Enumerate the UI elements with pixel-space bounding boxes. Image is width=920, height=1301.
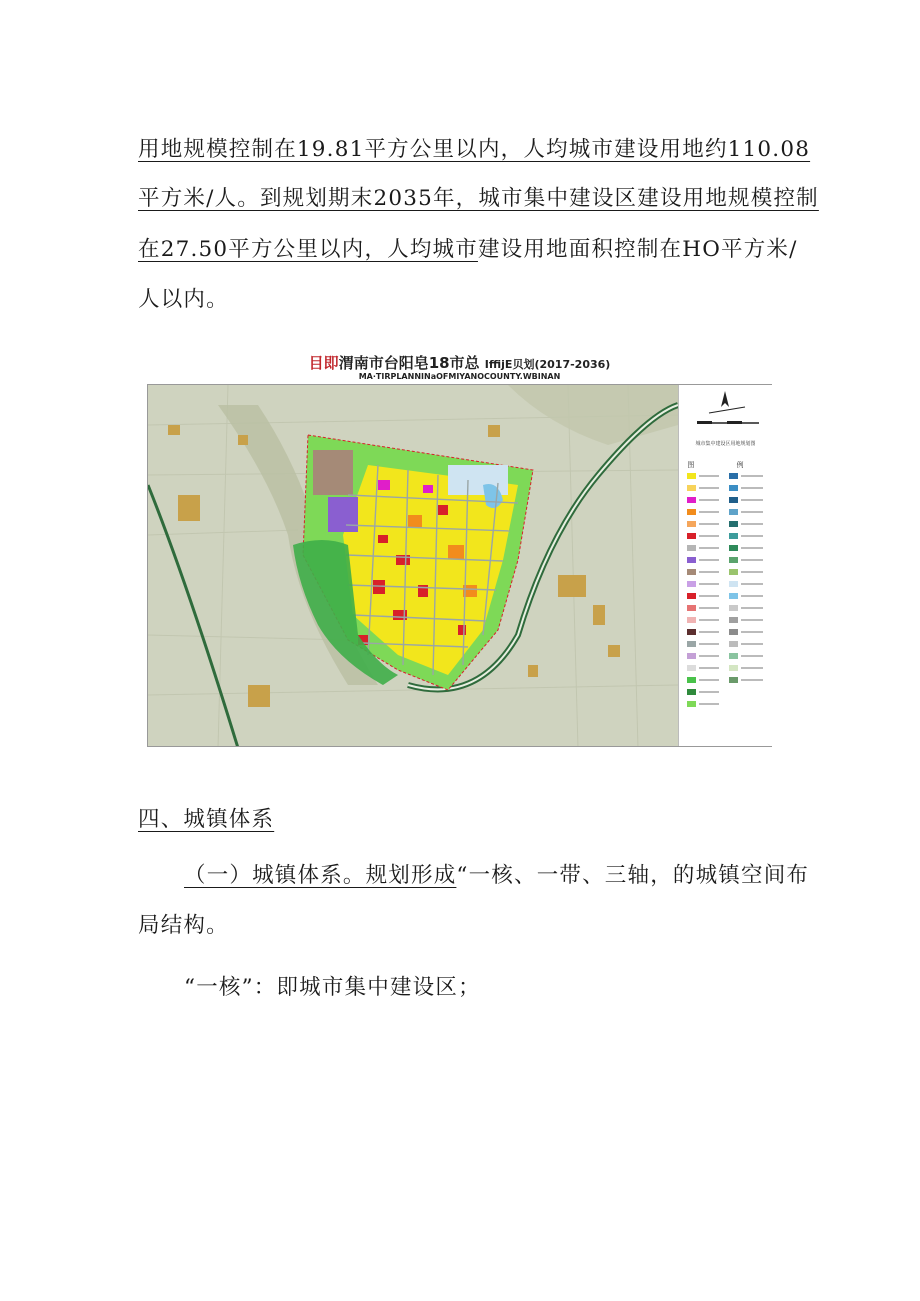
legend-swatch: [687, 545, 696, 551]
legend-swatch: [687, 617, 696, 623]
legend-label-line: [699, 559, 719, 561]
figure-title-tail: IffijE贝划: [484, 358, 535, 371]
legend-label-line: [699, 511, 719, 513]
legend-label-line: [741, 511, 763, 513]
legend-swatch: [729, 665, 738, 671]
legend-label-line: [741, 655, 763, 657]
legend-label-line: [699, 475, 719, 477]
legend-swatch: [729, 569, 738, 575]
legend-label-line: [699, 523, 719, 525]
legend-swatch: [687, 521, 696, 527]
legend-swatch: [687, 581, 696, 587]
figure-title-main: 渭南市台阳皂18市总: [338, 354, 480, 372]
legend-label-line: [741, 607, 763, 609]
legend-swatch: [729, 557, 738, 563]
legend-label-line: [699, 643, 719, 645]
legend-swatch: [687, 473, 696, 479]
legend-label-line: [699, 631, 719, 633]
paragraph-1-line-1: 用地规模控制在19.81平方公里以内，人均城市建设用地约110.08: [138, 137, 811, 162]
legend-swatch: [729, 509, 738, 515]
legend-label-line: [699, 595, 719, 597]
legend-label-line: [699, 703, 719, 705]
legend-swatch: [729, 545, 738, 551]
legend-swatch: [729, 653, 738, 659]
legend-label-line: [741, 595, 763, 597]
legend-label-line: [699, 619, 719, 621]
legend-swatch: [729, 605, 738, 611]
paragraph-1-line-2: 平方米/人。到规划期末2035年，城市集中建设区建设用地规模控制: [138, 186, 819, 211]
legend-label-line: [699, 499, 719, 501]
legend-label-line: [741, 643, 763, 645]
paragraph-2-line-1-rest: “一核、一带、三轴，的城镇空间布: [456, 863, 810, 888]
paragraph-1-line-4: 人以内。: [138, 287, 229, 312]
legend-swatch: [729, 485, 738, 491]
land-use-map-figure: [147, 352, 772, 747]
legend-swatch: [687, 605, 696, 611]
legend-label-line: [699, 487, 719, 489]
paragraph-1-line-3: [138, 232, 798, 263]
legend-swatch: [729, 533, 738, 539]
legend-swatch: [729, 581, 738, 587]
legend-swatch: [687, 653, 696, 659]
legend-title: 城市集中建设区用地规划图: [695, 441, 756, 447]
legend-label-line: [699, 607, 719, 609]
legend-label-line: [741, 667, 763, 669]
legend-swatch: [687, 641, 696, 647]
legend-swatch: [687, 677, 696, 683]
legend-swatch: [687, 665, 696, 671]
legend-swatch: [687, 689, 696, 695]
map-legend: [678, 385, 772, 746]
legend-label-line: [741, 535, 763, 537]
legend-label-line: [699, 535, 719, 537]
figure-subtitle: MA·TIRPLANNINaOFMIYANOCOUNTY.WBINAN: [358, 372, 561, 381]
legend-swatch: [687, 509, 696, 515]
legend-swatch: [687, 533, 696, 539]
legend-swatch: [729, 617, 738, 623]
legend-label-line: [699, 571, 719, 573]
legend-label-line: [741, 571, 763, 573]
legend-swatch: [687, 569, 696, 575]
legend-label-line: [741, 559, 763, 561]
figure-title-years: (2017-2036): [534, 358, 611, 371]
legend-label-line: [741, 583, 763, 585]
legend-label-line: [699, 583, 719, 585]
legend-swatch: [687, 629, 696, 635]
legend-label-line: [699, 679, 719, 681]
legend-swatch: [729, 677, 738, 683]
paragraph-1-line-3-underlined: 在27.50平方公里以内，人均城市: [138, 237, 478, 262]
legend-swatch: [729, 593, 738, 599]
legend-swatch: [729, 629, 738, 635]
legend-heading: 图 例: [687, 461, 764, 469]
legend-swatch: [687, 497, 696, 503]
paragraph-3-line-1: “一核”：即城市集中建设区；: [184, 975, 481, 1000]
legend-label-line: [699, 655, 719, 657]
legend-label-line: [741, 523, 763, 525]
legend-label-line: [741, 679, 763, 681]
legend-label-line: [741, 619, 763, 621]
legend-swatches: [679, 473, 772, 743]
legend-label-line: [741, 487, 763, 489]
legend-swatch: [729, 521, 738, 527]
legend-label-line: [741, 499, 763, 501]
legend-label-line: [741, 475, 763, 477]
legend-label-line: [741, 547, 763, 549]
legend-swatch: [729, 497, 738, 503]
paragraph-2-line-1-underlined: （一）城镇体系。规划形成: [184, 863, 457, 888]
north-arrow-icon: [679, 385, 772, 435]
legend-swatch: [687, 593, 696, 599]
legend-label-line: [699, 547, 719, 549]
legend-swatch: [687, 557, 696, 563]
legend-swatch: [687, 485, 696, 491]
paragraph-2-line-2: 局结构。: [138, 913, 229, 938]
section-4-heading: 四、城镇体系: [138, 807, 275, 832]
paragraph-1-line-3-rest: 建设用地面积控制在HO平方米/: [477, 237, 798, 262]
legend-swatch: [729, 473, 738, 479]
legend-label-line: [699, 691, 719, 693]
figure-title: [147, 352, 772, 373]
legend-swatch: [687, 701, 696, 707]
legend-label-line: [741, 631, 763, 633]
paragraph-2-line-1: [184, 858, 834, 889]
legend-swatch: [729, 641, 738, 647]
legend-label-line: [699, 667, 719, 669]
figure-title-red: 目即: [308, 354, 339, 372]
